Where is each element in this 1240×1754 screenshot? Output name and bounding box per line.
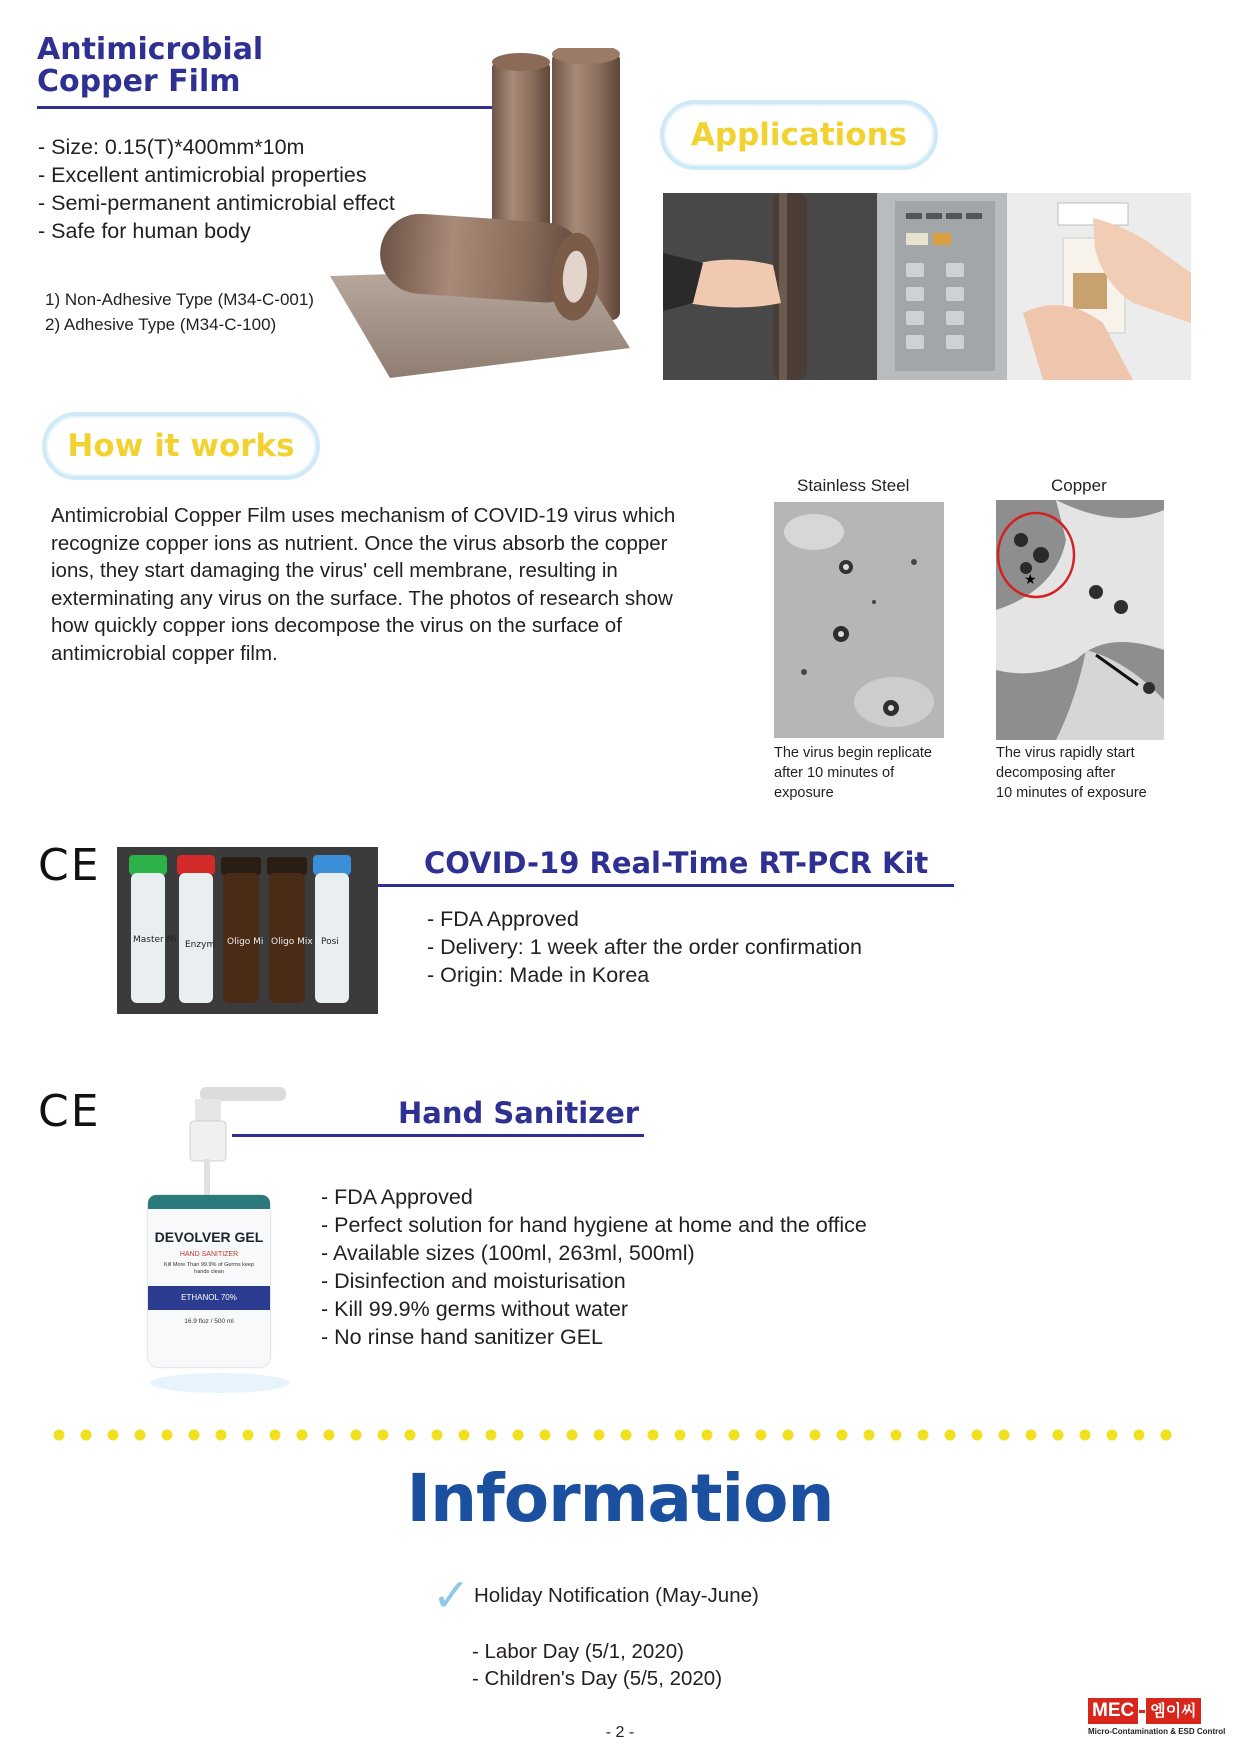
list-item: - Available sizes (100ml, 263ml, 500ml) [321, 1241, 695, 1265]
how-it-works-label: How it works [42, 412, 320, 480]
list-item: - Kill 99.9% germs without water [321, 1297, 629, 1321]
sanitizer-bottle-image [140, 1083, 300, 1403]
copper-type-list [45, 287, 314, 337]
tube-label: Oligo Mix [271, 937, 313, 947]
sanitizer-title: Hand Sanitizer [398, 1096, 640, 1130]
check-icon: ✓ [432, 1568, 471, 1622]
copper-label: Copper [1051, 476, 1107, 495]
page-number: - 2 - [605, 1724, 635, 1741]
list-item: - Delivery: 1 week after the order confirmation [427, 935, 862, 959]
steel-caption-line: after 10 minutes of [774, 765, 895, 781]
list-item: 2) Adhesive Type (M34-C-100) [45, 315, 277, 334]
copper-caption-line: The virus rapidly start [996, 745, 1135, 761]
copper-micrograph [996, 500, 1164, 740]
ce-mark: CE [38, 1086, 101, 1137]
logo-main: MEC [1088, 1698, 1138, 1724]
list-item: - No rinse hand sanitizer GEL [321, 1325, 604, 1349]
list-item: - Size: 0.15(T)*400mm*10m [38, 135, 305, 159]
tube-5 [313, 855, 351, 1003]
list-item: 1) Non-Adhesive Type (M34-C-001) [45, 290, 314, 309]
bottle-body [148, 1195, 270, 1367]
list-item: - Children's Day (5/5, 2020) [472, 1667, 723, 1690]
information-title: Information [406, 1460, 834, 1537]
how-it-works-paragraph: Antimicrobial Copper Film uses mechanism of COVID-19 virus which recognize copper ions as nutrient. Once the virus absorb the copper ions, they start damaging the virus' cell membrane, resulting in exterminating any virus on the surface. The photos of research show how quickly copper ions decompose the virus on the surface of antimicrobial copper film. [51, 504, 676, 665]
applications-photos [663, 193, 1191, 380]
list-item: - Disinfection and moisturisation [321, 1269, 626, 1293]
steel-caption-line: The virus begin replicate [774, 745, 932, 761]
applications-label: Applications [660, 100, 938, 170]
applications-photo-strip [663, 193, 1191, 380]
pcr-bullet-list [427, 905, 862, 989]
list-item: - FDA Approved [427, 907, 579, 931]
sanitizer-bullet-list [321, 1183, 867, 1351]
copper-caption-line: decomposing after [996, 765, 1116, 781]
copper-caption-line: 10 minutes of exposure [996, 785, 1147, 801]
steel-label: Stainless Steel [797, 476, 910, 495]
steel-caption [774, 743, 964, 803]
holiday-list [472, 1638, 722, 1692]
list-item: - Excellent antimicrobial properties [38, 163, 367, 187]
copper-caption [996, 743, 1196, 803]
mec-logo [1088, 1698, 1224, 1746]
copper-roll-image [330, 48, 630, 384]
tube-3 [221, 857, 263, 1003]
list-item: - Semi-permanent antimicrobial effect [38, 191, 395, 215]
bottle-sub: HAND SANITIZER [179, 1251, 239, 1258]
tube-label: Posi [321, 937, 339, 947]
copper-film-title-line1: Antimicrobial [37, 32, 264, 67]
steel-micrograph [774, 502, 944, 738]
bottle-small: Kill More Than 99.9% of Germs keep hands clean [163, 1262, 255, 1275]
list-item: - FDA Approved [321, 1185, 473, 1209]
logo-sub: Micro-Contamination & ESD Control [1088, 1727, 1226, 1736]
bottle-band: ETHANOL 70% [148, 1286, 270, 1310]
copper-film-title [37, 34, 263, 98]
holiday-notice: Holiday Notification (May-June) [474, 1584, 759, 1607]
steel-caption-line: exposure [774, 785, 834, 801]
bottle-volume: 16.9 floz / 500 ml [184, 1318, 234, 1325]
tube-label: Enzym [185, 940, 216, 950]
list-item: - Origin: Made in Korea [427, 963, 650, 987]
pcr-title: COVID-19 Real-Time RT-PCR Kit [424, 846, 929, 880]
ce-mark: CE [38, 840, 101, 891]
copper-film-title-line2: Copper Film [37, 64, 241, 99]
dotted-divider [52, 1428, 1192, 1442]
sanitizer-title-rule [232, 1134, 644, 1137]
tube-label: Master Mi [133, 935, 177, 945]
tube-label: Oligo Mi [227, 937, 264, 947]
list-item: - Safe for human body [38, 219, 251, 243]
pcr-title-rule [378, 884, 954, 887]
tube-2 [177, 855, 215, 1003]
list-item: - Perfect solution for hand hygiene at home and the office [321, 1213, 867, 1237]
list-item: - Labor Day (5/1, 2020) [472, 1640, 684, 1663]
pcr-kit-image [117, 847, 378, 1014]
logo-korean: 엠이씨 [1146, 1698, 1200, 1724]
svg-text:★: ★ [1024, 572, 1037, 588]
bottle-brand: DEVOLVER GEL [154, 1229, 264, 1245]
